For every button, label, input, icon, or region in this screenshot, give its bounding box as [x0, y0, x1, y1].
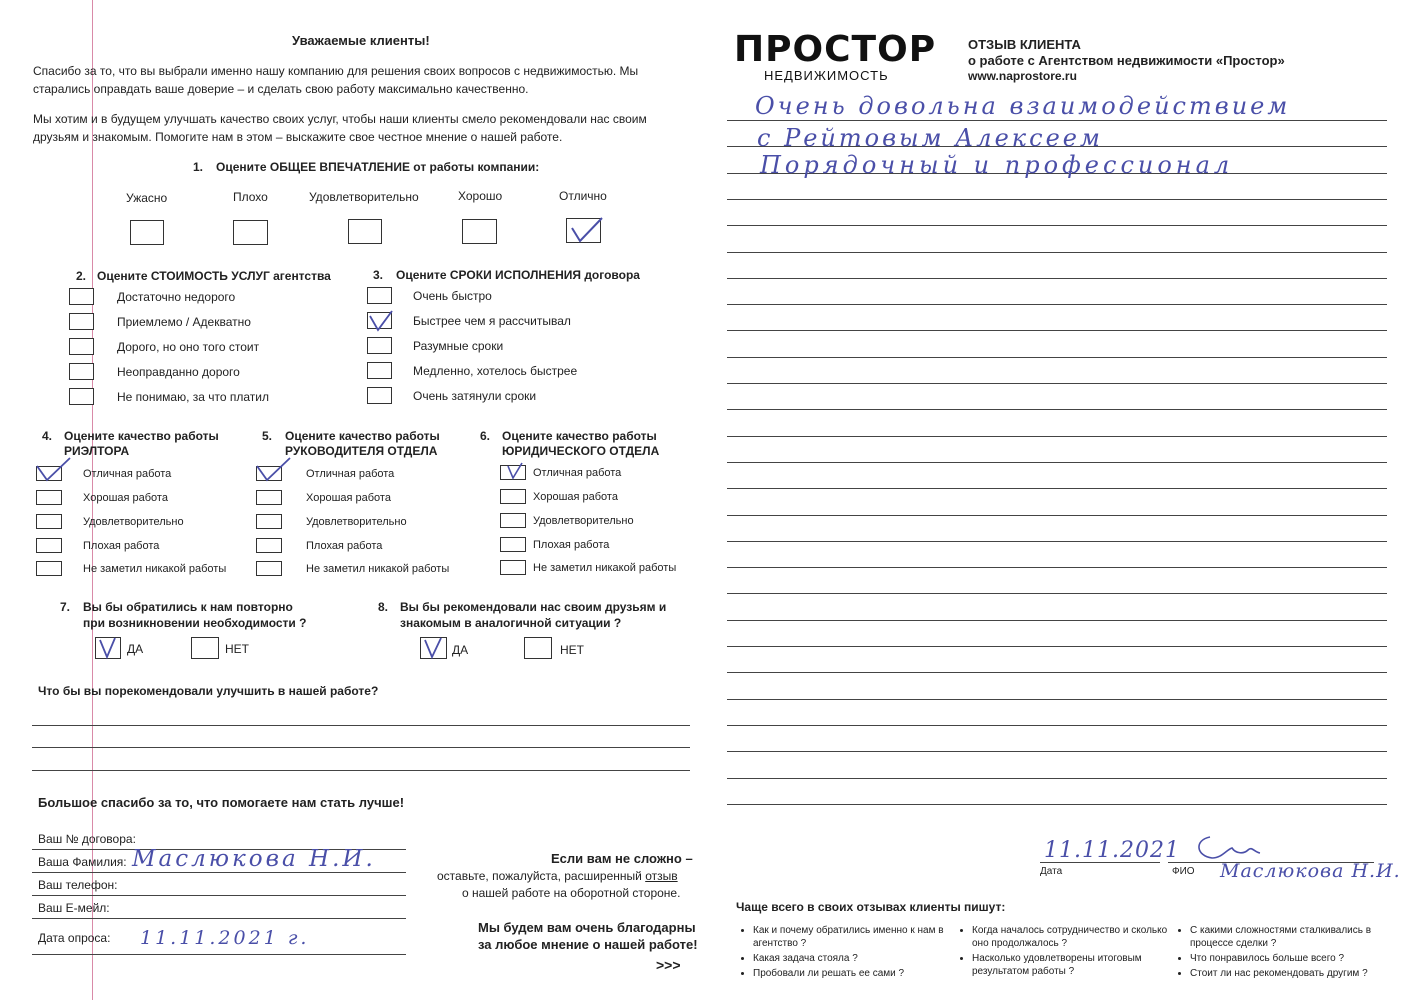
q4-title: Оцените качество работы	[64, 429, 219, 443]
thanks-text: Большое спасибо за то, что помогаете нам стать лучше!	[38, 795, 405, 810]
checkmark-icon	[366, 308, 396, 334]
q3-option-label: Медленно, хотелось быстрее	[413, 364, 578, 378]
q1-checkbox-terrible[interactable]	[130, 220, 164, 245]
q6-option-label: Удовлетворительно	[533, 515, 634, 527]
q1-option-label: Ужасно	[126, 191, 168, 205]
reverse-review-link[interactable]: отзыв	[645, 869, 678, 883]
q3-checkbox[interactable]	[367, 287, 392, 304]
q8-number: 8.	[378, 600, 389, 614]
q1-checkbox-satisfactory[interactable]	[348, 219, 382, 244]
intro-paragraph-1: Спасибо за то, что вы выбрали именно нашу компанию для решения своих вопросов с недвижимостью. Мы старались оправдать ваше доверие – и сделать свою работу максимально качественно.	[33, 64, 639, 96]
q5-option-label: Плохая работа	[306, 540, 383, 552]
review-writing-line[interactable]	[727, 620, 1387, 621]
answer-line[interactable]	[32, 770, 690, 771]
fio-handwritten-value: Маслюкова Н.И.	[1220, 860, 1401, 882]
intro-paragraph-2: Мы хотим и в будущем улучшать качество своих услуг, чтобы наши клиенты смело рекомендовали нас своим друзьям и знакомым. Помогите нам в этом – выскажите свое честное мнение о нашей работе.	[33, 112, 647, 144]
page-title: Уважаемые клиенты!	[292, 33, 430, 48]
review-title: ОТЗЫВ КЛИЕНТА	[968, 37, 1081, 52]
q6-checkbox[interactable]	[500, 537, 526, 552]
q8-no-checkbox[interactable]	[524, 637, 552, 659]
q7-yes-label: ДА	[127, 642, 144, 656]
review-writing-line[interactable]	[727, 225, 1387, 226]
q8-no-label: НЕТ	[560, 643, 584, 657]
phone-field-line[interactable]	[32, 895, 406, 896]
q1-number: 1.	[193, 160, 204, 174]
review-writing-line[interactable]	[727, 593, 1387, 594]
q6-title: ЮРИДИЧЕСКОГО ОТДЕЛА	[502, 444, 660, 458]
checkmark-icon	[502, 460, 528, 482]
contract-label: Ваш № договора:	[38, 832, 136, 846]
q4-number: 4.	[42, 429, 53, 443]
q5-title: Оцените качество работы	[285, 429, 440, 443]
q2-option-label: Дорого, но оно того стоит	[117, 340, 260, 354]
q3-checkbox[interactable]	[367, 337, 392, 354]
hints-title: Чаще всего в своих отзывах клиенты пишут:	[736, 900, 1006, 914]
review-date-label: Дата	[1040, 866, 1063, 877]
next-page-arrows: >>>	[656, 957, 681, 973]
review-writing-line[interactable]	[727, 462, 1387, 463]
hints-column-1	[737, 924, 953, 982]
q3-option-label: Быстрее чем я рассчитывал	[413, 314, 571, 328]
q2-checkbox[interactable]	[69, 338, 94, 355]
q3-option-label: Очень затянули сроки	[413, 389, 537, 403]
q5-option-label: Не заметил никакой работы	[306, 563, 450, 575]
q7-no-checkbox[interactable]	[191, 637, 219, 659]
review-writing-line[interactable]	[727, 330, 1387, 331]
q4-option-label: Отличная работа	[83, 468, 172, 480]
hint-item: • Как и почему обратились именно к нам в агентство ?	[753, 924, 953, 950]
q8-title: знакомым в аналогичной ситуации ?	[400, 616, 622, 630]
q5-checkbox[interactable]	[256, 490, 282, 505]
checkmark-icon	[566, 214, 606, 246]
review-date-handwritten: 11.11.2021	[1044, 838, 1180, 863]
hint-item: • Стоит ли нас рекомендовать другим ?	[1190, 967, 1380, 980]
q1-option-label: Отлично	[559, 189, 607, 203]
q4-checkbox[interactable]	[36, 538, 62, 553]
q5-option-label: Хорошая работа	[306, 492, 391, 504]
review-writing-line[interactable]	[727, 515, 1387, 516]
hint-item: • Пробовали ли решать ее сами ?	[753, 967, 953, 980]
surname-label: Ваша Фамилия:	[38, 855, 127, 869]
hint-item: • Когда началось сотрудничество и сколько оно продолжалось ?	[972, 924, 1172, 950]
answer-line[interactable]	[32, 747, 690, 748]
q7-no-label: НЕТ	[225, 642, 249, 656]
review-writing-line[interactable]	[727, 357, 1387, 358]
survey-date-handwritten-value: 11.11.2021 г.	[140, 927, 310, 949]
q1-option-label: Удовлетворительно	[309, 190, 419, 204]
company-logo: ПРОСТОР	[734, 29, 937, 70]
review-writing-line[interactable]	[727, 488, 1387, 489]
q5-option-label: Отличная работа	[306, 468, 395, 480]
q4-option-label: Хорошая работа	[83, 492, 168, 504]
q4-checkbox[interactable]	[36, 490, 62, 505]
q5-checkbox[interactable]	[256, 538, 282, 553]
q2-option-label: Достаточно недорого	[117, 290, 236, 304]
q7-title: Вы бы обратились к нам повторно	[83, 600, 293, 614]
review-writing-line[interactable]	[727, 804, 1387, 805]
review-writing-line[interactable]	[727, 778, 1387, 779]
note-line-2-text: оставьте, пожалуйста, расширенный	[437, 869, 642, 883]
note-line-3: о нашей работе на оборотной стороне.	[462, 886, 681, 900]
q6-option-label: Плохая работа	[533, 539, 610, 551]
review-writing-line[interactable]	[727, 646, 1387, 647]
surname-field-line[interactable]	[32, 872, 406, 873]
improve-question: Что бы вы порекомендовали улучшить в нашей работе?	[38, 684, 379, 698]
q4-checkbox[interactable]	[36, 561, 62, 576]
note-line-2	[437, 869, 678, 883]
review-handwritten-line-2: с Рейтовым Алексеем	[757, 124, 1103, 152]
q2-checkbox[interactable]	[69, 313, 94, 330]
q2-option-label: Приемлемо / Адекватно	[117, 315, 251, 329]
hint-item: • Что понравилось больше всего ?	[1190, 952, 1380, 965]
review-subtitle: о работе с Агентством недвижимости «Простор»	[968, 53, 1285, 68]
q3-option-label: Очень быстро	[413, 289, 492, 303]
q6-title: Оцените качество работы	[502, 429, 657, 443]
q5-number: 5.	[262, 429, 273, 443]
q2-number: 2.	[76, 269, 87, 283]
q6-checkbox[interactable]	[500, 560, 526, 575]
note-line-5: за любое мнение о нашей работе!	[478, 937, 698, 952]
review-writing-line[interactable]	[727, 751, 1387, 752]
answer-line[interactable]	[32, 725, 690, 726]
q2-title: Оцените СТОИМОСТЬ УСЛУГ агентства	[97, 269, 331, 283]
q2-option-label: Неоправданно дорого	[117, 365, 240, 379]
review-writing-line[interactable]	[727, 278, 1387, 279]
review-writing-line[interactable]	[727, 672, 1387, 673]
q3-checkbox[interactable]	[367, 387, 392, 404]
q5-checkbox[interactable]	[256, 514, 282, 529]
hints-column-3	[1174, 924, 1380, 982]
checkmark-icon	[34, 456, 74, 484]
hint-item: • Какая задача стояла ?	[753, 952, 953, 965]
hint-item: • С какими сложностями сталкивались в процессе сделки ?	[1190, 924, 1380, 950]
hint-item: • Насколько удовлетворены итоговым результатом работы ?	[972, 952, 1172, 978]
review-writing-line[interactable]	[727, 252, 1387, 253]
q6-option-label: Хорошая работа	[533, 491, 618, 503]
phone-label: Ваш телефон:	[38, 878, 118, 892]
hints-column-2	[956, 924, 1172, 980]
q4-option-label: Удовлетворительно	[83, 516, 184, 528]
q6-checkbox[interactable]	[500, 513, 526, 528]
review-writing-line[interactable]	[727, 199, 1387, 200]
fio-label: ФИО	[1172, 866, 1195, 877]
review-writing-line[interactable]	[727, 383, 1387, 384]
q4-option-label: Не заметил никакой работы	[83, 563, 227, 575]
email-field-line[interactable]	[32, 918, 406, 919]
q1-checkbox-good[interactable]	[462, 219, 497, 244]
review-writing-line[interactable]	[727, 436, 1387, 437]
review-writing-line[interactable]	[727, 409, 1387, 410]
review-writing-line[interactable]	[727, 120, 1387, 121]
q1-option-label: Хорошо	[458, 189, 503, 203]
review-writing-line[interactable]	[727, 304, 1387, 305]
email-label: Ваш Е-мейл:	[38, 901, 110, 915]
survey-date-label: Дата опроса:	[38, 931, 111, 945]
q5-option-label: Удовлетворительно	[306, 516, 407, 528]
q3-option-label: Разумные сроки	[413, 339, 504, 353]
review-writing-line[interactable]	[727, 699, 1387, 700]
review-writing-line[interactable]	[727, 567, 1387, 568]
q7-number: 7.	[60, 600, 71, 614]
q8-title: Вы бы рекомендовали нас своим друзьям и	[400, 600, 667, 614]
q3-number: 3.	[373, 268, 384, 282]
checkmark-icon	[95, 636, 121, 660]
review-date-line[interactable]	[1040, 862, 1160, 863]
q1-option-label: Плохо	[233, 190, 268, 204]
q8-yes-label: ДА	[452, 643, 469, 657]
checkmark-icon	[254, 456, 294, 484]
checkmark-icon	[420, 636, 446, 660]
q1-title: Оцените ОБЩЕЕ ВПЕЧАТЛЕНИЕ от работы компании:	[216, 160, 540, 174]
survey-date-field-line[interactable]	[32, 954, 406, 955]
q2-option-label: Не понимаю, за что платил	[117, 390, 270, 404]
note-line-1: Если вам не сложно –	[551, 851, 693, 866]
q4-checkbox[interactable]	[36, 514, 62, 529]
company-logo-subtitle: НЕДВИЖИМОСТЬ	[764, 68, 889, 83]
q4-option-label: Плохая работа	[83, 540, 160, 552]
q1-checkbox-bad[interactable]	[233, 220, 268, 245]
q6-option-label: Отличная работа	[533, 467, 622, 479]
q6-number: 6.	[480, 429, 491, 443]
q3-checkbox[interactable]	[367, 362, 392, 379]
surname-handwritten-value: Маслюкова Н.И.	[132, 846, 376, 872]
q5-checkbox[interactable]	[256, 561, 282, 576]
review-writing-line[interactable]	[727, 725, 1387, 726]
review-handwritten-line-1: Очень довольна взаимодействием	[755, 92, 1291, 120]
q2-checkbox[interactable]	[69, 363, 94, 380]
q5-title: РУКОВОДИТЕЛЯ ОТДЕЛА	[285, 444, 438, 458]
review-writing-line[interactable]	[727, 541, 1387, 542]
review-handwritten-line-3: Порядочный и профессионал	[760, 151, 1234, 179]
q7-title: при возникновении необходимости ?	[83, 616, 307, 630]
q4-title: РИЭЛТОРА	[64, 444, 130, 458]
q2-checkbox[interactable]	[69, 388, 94, 405]
note-line-4: Мы будем вам очень благодарны	[478, 920, 696, 935]
q6-option-label: Не заметил никакой работы	[533, 562, 677, 574]
q3-title: Оцените СРОКИ ИСПОЛНЕНИЯ договора	[396, 268, 640, 282]
website-url[interactable]: www.naprostore.ru	[968, 69, 1077, 83]
q2-checkbox[interactable]	[69, 288, 94, 305]
q6-checkbox[interactable]	[500, 489, 526, 504]
